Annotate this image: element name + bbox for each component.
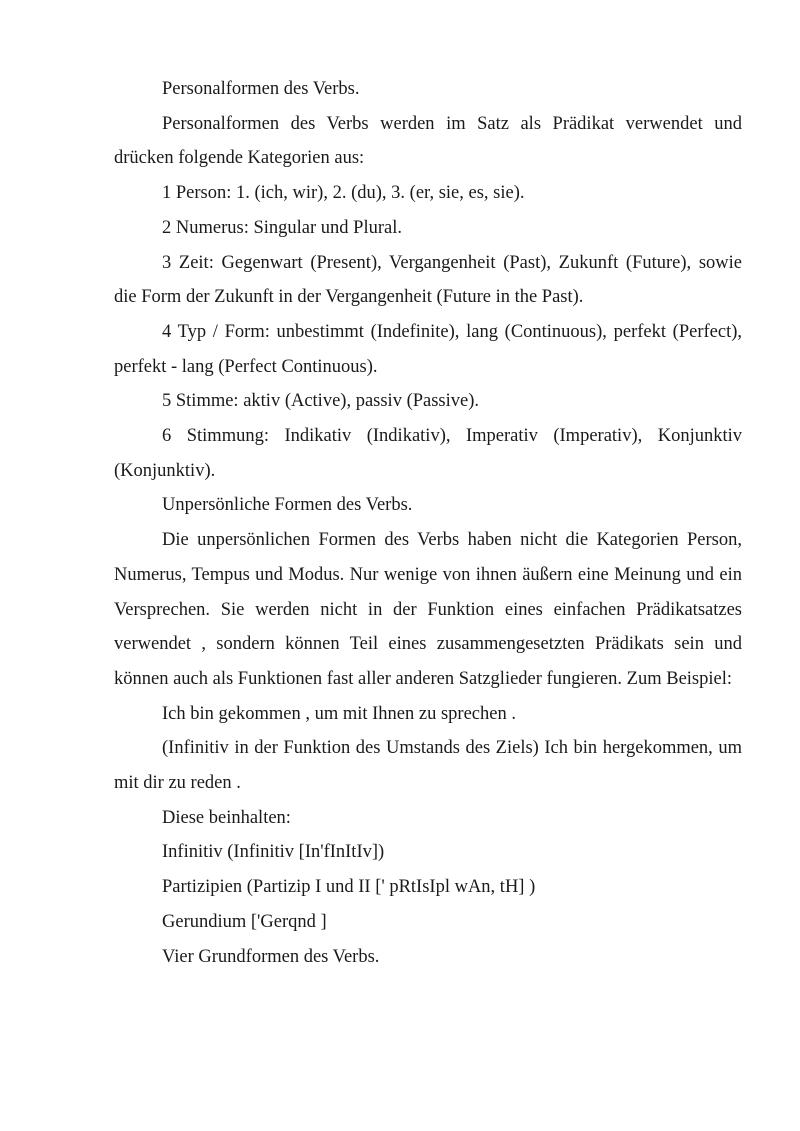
paragraph-gerundium: Gerundium ['Gerqnd ] — [162, 911, 327, 932]
paragraph-stimme: 5 Stimme: aktiv (Active), passiv (Passive). — [162, 391, 480, 412]
paragraph-impersonal-description: Die unpersönlichen Formen des Verbs haben nicht die Kategorien Person, Numerus, Tempus und Modus. Nur wenige von ihnen äußern eine Meinung und ein Versprechen. Sie werden nicht in der Funktion eines einfachen Prädikatsatzes verwendet , sondern können Teil eines zusammengesetzten Prädikats sein und können auch als Funktionen fast aller anderen Satzglieder fungieren. Zum Beispiel: — [114, 530, 742, 689]
paragraph-infinitiv: Infinitiv (Infinitiv [In'fInItIv]) — [162, 842, 385, 863]
paragraph-stimmung: 6 Stimmung: Indikativ (Indikativ), Imperativ (Imperativ), Konjunktiv (Konjunktiv). — [114, 426, 742, 481]
paragraph-heading-personal-forms: Personalformen des Verbs. — [162, 79, 360, 99]
paragraph-person: 1 Person: 1. (ich, wir), 2. (du), 3. (er, sie, es, sie). — [162, 183, 525, 204]
paragraph-example-explanation: (Infinitiv in der Funktion des Umstands des Ziels) Ich bin hergekommen, um mit dir zu reden . — [114, 738, 742, 794]
paragraph-example-sentence: Ich bin gekommen , um mit Ihnen zu sprechen . — [162, 703, 516, 724]
paragraph-intro: Personalformen des Verbs werden im Satz als Prädikat verwendet und drücken folgende Kategorien aus: — [114, 113, 742, 169]
paragraph-four-basic-forms: Vier Grundformen des Verbs. — [162, 946, 380, 967]
paragraph-numerus: 2 Numerus: Singular und Plural. — [162, 217, 402, 238]
document-page — [114, 72, 742, 974]
paragraph-typ-form: 4 Typ / Form: unbestimmt (Indefinite), lang (Continuous), perfekt (Perfect), perfekt - lang (Perfect Continuous). — [114, 321, 742, 377]
paragraph-zeit: 3 Zeit: Gegenwart (Present), Vergangenheit (Past), Zukunft (Future), sowie die Form der Zukunft in der Vergangenheit (Future in the Past). — [114, 252, 742, 308]
paragraph-heading-impersonal-forms: Unpersönliche Formen des Verbs. — [162, 495, 413, 516]
paragraph-partizipien: Partizipien (Partizip I und II [' pRtIsIpl wAn, tH] ) — [162, 877, 536, 898]
paragraph-includes: Diese beinhalten: — [162, 807, 291, 828]
